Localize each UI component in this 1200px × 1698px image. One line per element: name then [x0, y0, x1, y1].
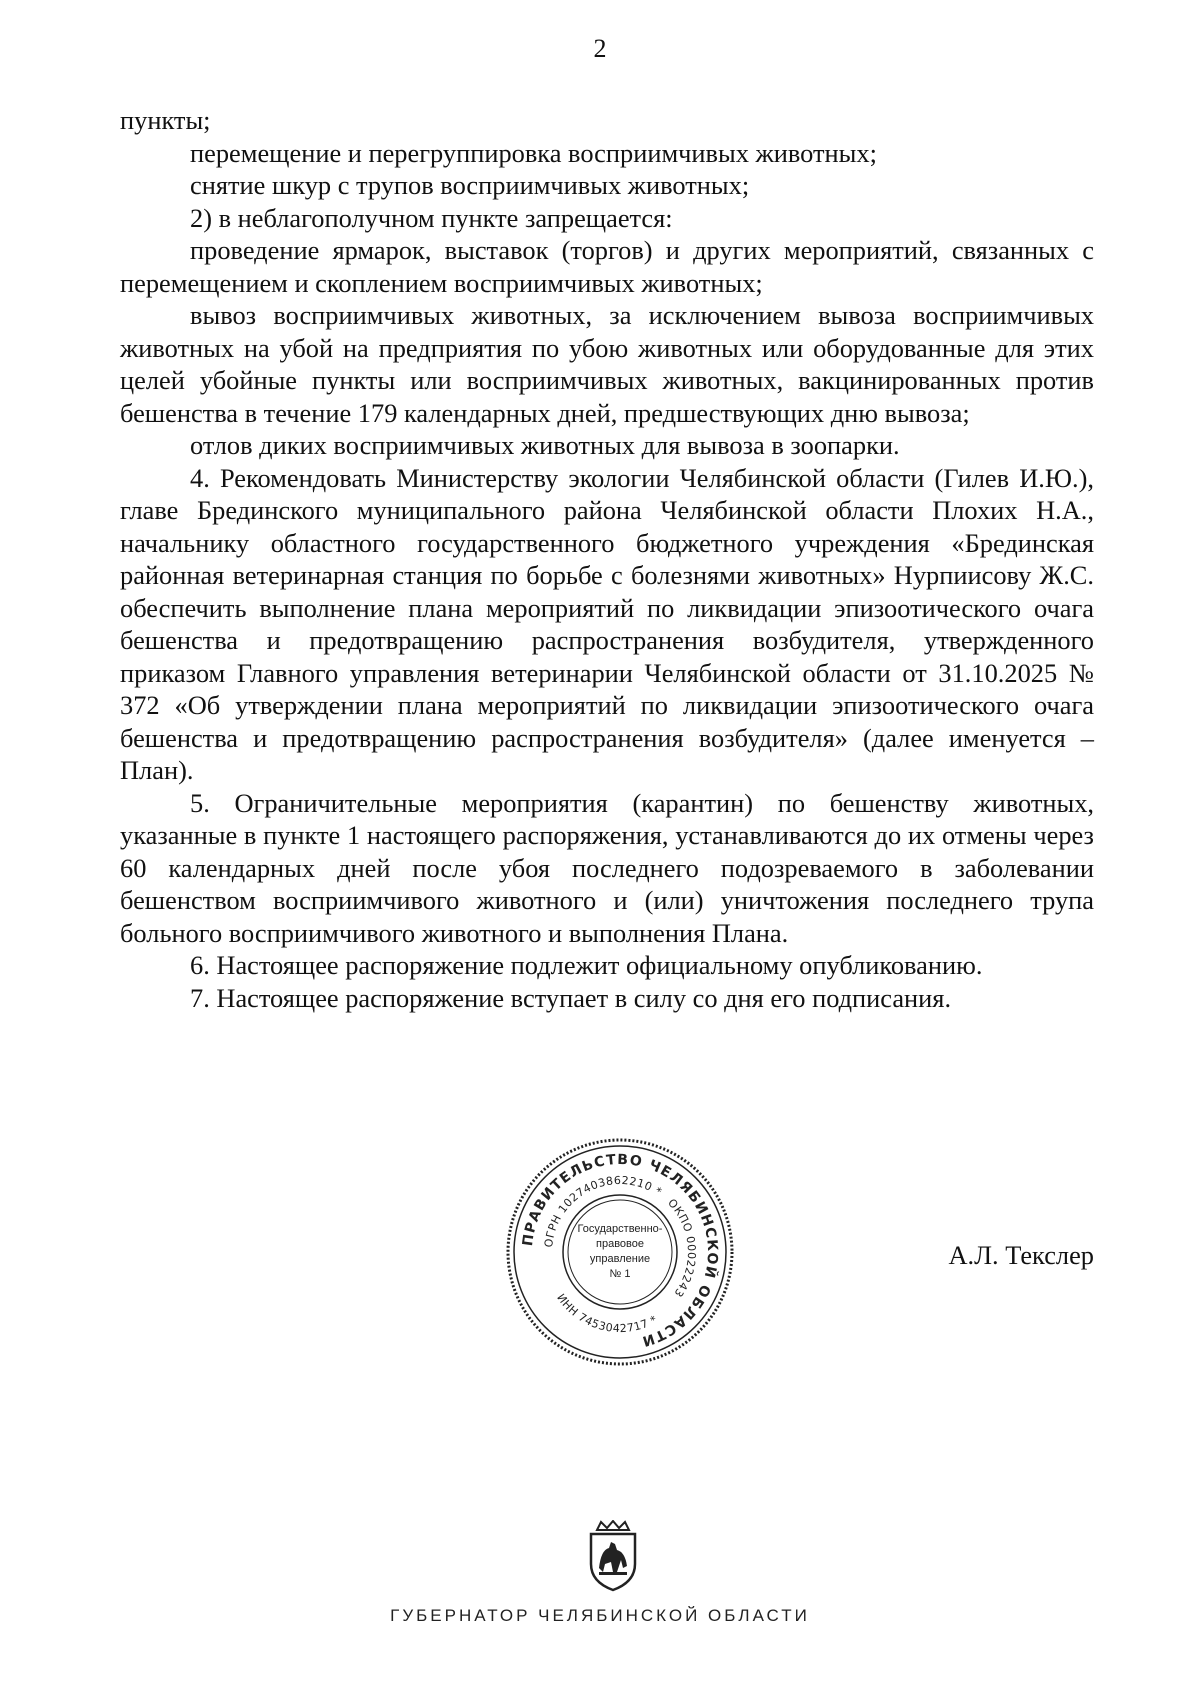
paragraph: перемещение и перегруппировка восприимчивых животных; — [190, 137, 877, 168]
official-seal-stamp — [505, 1137, 735, 1367]
paragraph: 2) в неблагополучном пункте запрещается: — [190, 202, 673, 233]
page-number: 2 — [593, 34, 607, 63]
stamp-inn: ИНН 7453042717 * — [554, 1291, 660, 1336]
paragraph: 4. Рекомендовать Министерству экологии Челябинской области (Гилев И.Ю.), главе Брединского муниципального района Челябинской области Плохих Н.А., начальнику областного государственного бюджетного учреждения «Брединская районная ветеринарная станция по борьбе с болезнями животных» Нурпиисову Ж.С. обеспечить выполнение плана мероприятий по ликвидации эпизоотического очага бешенства и предотвращению распространения возбудителя, утвержденного приказом Главного управления ветеринарии Челябинской области от 31.10.2025 № 372 «Об утверждении плана мероприятий по ликвидации эпизоотического очага бешенства и предотвращению распространения возбудителя» (далее именуется – План). — [120, 462, 1094, 785]
stamp-center-line: Государственно- — [577, 1223, 663, 1235]
coat-of-arms-icon — [583, 1520, 643, 1592]
document-body — [120, 104, 1094, 1014]
paragraph: 6. Настоящее распоряжение подлежит официальному опубликованию. — [190, 950, 983, 980]
paragraph: пункты; — [120, 105, 211, 135]
signer-name: А.Л. Текслер — [948, 1240, 1094, 1270]
paragraph: снятие шкур с трупов восприимчивых животных; — [190, 170, 750, 200]
paragraph: проведение ярмарок, выставок (торгов) и других мероприятий, связанных с перемещением и скоплением восприимчивых животных; — [120, 235, 1094, 298]
stamp-center-line: № 1 — [609, 1268, 631, 1280]
stamp-ring-text: ПРАВИТЕЛЬСТВО ЧЕЛЯБИНСКОЙ ОБЛАСТИ — [520, 1151, 721, 1350]
stamp-center-line: правовое — [596, 1238, 644, 1250]
paragraph: 5. Ограничительные мероприятия (карантин) по бешенству животных, указанные в пункте 1 настоящего распоряжения, устанавливаются до их отмены через 60 календарных дней после убоя последнего подозреваемого в заболевании бешенством восприимчивого животного и (или) уничтожения последнего трупа больного восприимчивого животного и выполнения Плана. — [120, 787, 1094, 948]
paragraph: вывоз восприимчивых животных, за исключением вывоза восприимчивых животных на убой на предприятия по убою животных или оборудованные для этих целей убойные пункты или восприимчивых животных, вакцинированных против бешенства в течение 179 календарных дней, предшествующих дню вывоза; — [120, 300, 1094, 428]
footer-title: ГУБЕРНАТОР ЧЕЛЯБИНСКОЙ ОБЛАСТИ — [390, 1606, 810, 1625]
stamp-okpo: ОКПО 00022243 — [665, 1196, 699, 1300]
stamp-center-line: управление — [589, 1253, 651, 1265]
stamp-ogrn: ОГРН 1027403862210 * — [542, 1173, 665, 1249]
paragraph: 7. Настоящее распоряжение вступает в силу со дня его подписания. — [190, 982, 952, 1013]
paragraph: отлов диких восприимчивых животных для вывоза в зоопарки. — [190, 430, 900, 460]
